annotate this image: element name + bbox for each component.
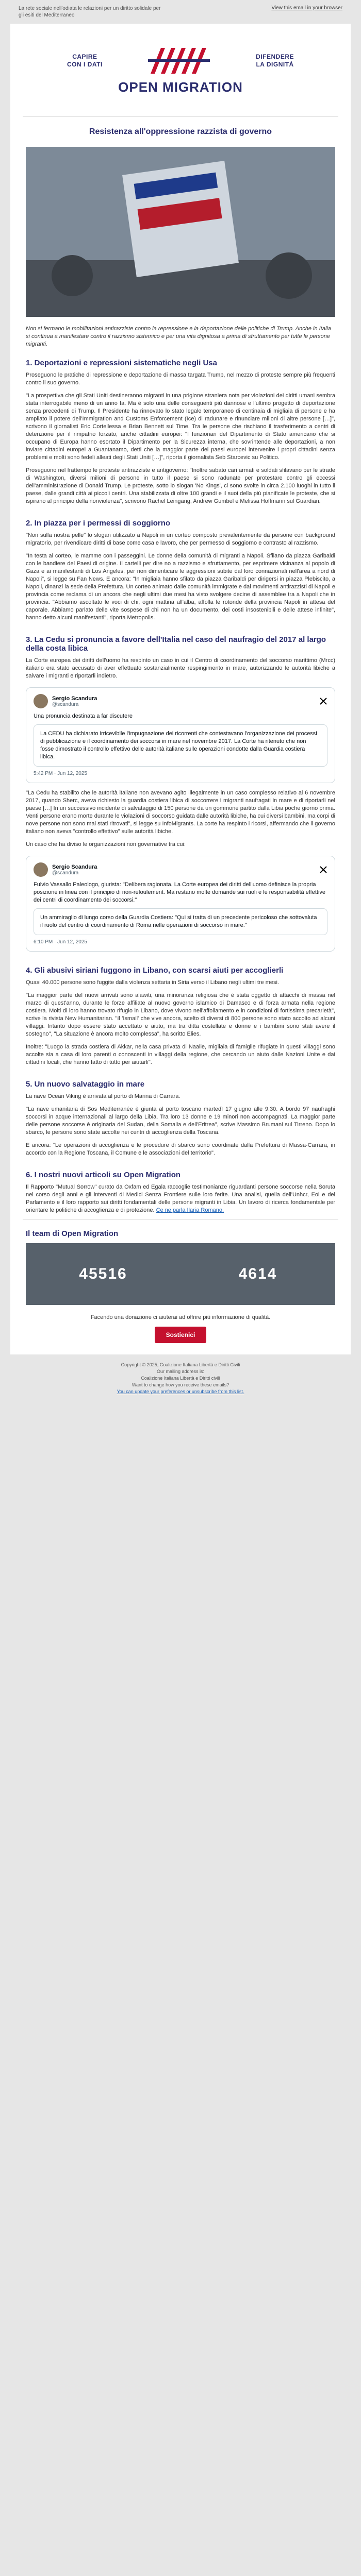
section-2-title: 2. In piazza per i permessi di soggiorno	[26, 519, 171, 528]
footer	[10, 1354, 351, 1405]
header	[10, 24, 351, 116]
email-container	[10, 0, 351, 1405]
email-card	[10, 24, 351, 1354]
footer-address-label: Our mailing address is:	[156, 1369, 205, 1374]
article-intro: Non si fermano le mobilitazioni antirazziste contro la repressione e la deportazione delle politiche di Trump. Anche in Italia si continua a manifestare contro il razzismo sistemico e per una vita dignitosa a prima di sfruttamento per tutte le persone migranti.	[26, 326, 331, 347]
tweet-quote-text: Un ammiraglio di lungo corso della Guardia Costiera: "Qui si tratta di un precedente pericoloso che sottovaluta il ruolo del centro di coordinamento di Roma nelle operazioni di soccorso in mare."	[40, 914, 317, 928]
tweet-quote	[34, 724, 327, 767]
embedded-tweet-2[interactable]	[26, 856, 335, 952]
team-stat-right	[180, 1243, 335, 1305]
support-block	[10, 1305, 351, 1354]
brand-name: OPEN MIGRATION	[118, 79, 243, 95]
section-5-paragraph-2: "La nave umanitaria di Sos Mediterranée è giunta al porto toscano martedì 17 giugno alle 9.30. A bordo 97 naufraghi soccorsi in acque internazionali al largo della Libia. Tra loro 13 donne e 19 minori non accompagnati. La maggior parte delle persone soccorse è originaria del Sudan, della Somalia e dell'Eritrea", scrive Massimo Brumani sul Tirreno. Dopo lo sbarco, le persone sono state accolte nei centri di accoglienza della Toscana.	[26, 1106, 335, 1136]
tweet-quote-text: La CEDU ha dichiarato irricevibile l'impugnazione dei ricorrenti che contestavano l'organizzazione dei processi di pubblicazione e il coordinamento dei soccorsi in mare nel novembre 2017. La Corte ha ritenuto che non fosse dimostrato il controllo effettivo delle autorità italiane sulle operazioni condotte dalla Guardia costiera libica.	[40, 731, 317, 760]
section-3-title: 3. La Cedu si pronuncia a favore dell'Italia nel caso del naufragio del 2017 al largo della costa libica	[26, 635, 326, 653]
team-number-left: 45516	[79, 1265, 127, 1282]
team-stat-left	[26, 1243, 180, 1305]
footer-address: Coalizione Italiana Libertà e Diritti civili	[141, 1376, 220, 1381]
tweet-text: Fulvio Vassallo Paleologo, giurista: "Delibera ragionata. La Corte europea dei diritti dell'uomo definisce la propria posizione in linea con il principio di non-refoulement. Ma restano molte domande sui ruoli e le responsabilità effettive dei centri di coordinamento dei soccorsi."	[34, 882, 326, 903]
team-number-right: 4614	[238, 1265, 277, 1282]
section-2-paragraph-2: "In testa al corteo, le mamme con i passeggini. Le donne della comunità di migranti a Napoli. Sfilano da piazza Garibaldi con le bandiere del Paesi di origine. Il cartelli per dire no a razzismo e sfruttamento, per esprimere vicinanza al popolo di Gaza e ai manifestanti di Los Angeles, per non dimenticare le aggressioni subite dal loro connazionali nell'area a nord di Napoli", si legge su Fan News. E ancora: "In migliaia hanno sfilato da piazza Garibaldi per dirigersi in piazza Plebiscito, a Napoli, dinanzi la sede della Prefettura. Un corteo animato dalle comunità immigrate e dai movimenti antirazzisti di Napoli e provincia come reclama di un ancora che negli ultimi due mesi ha visto svolgere decine di assemblee tra a Napoli che in provincia. "Abbiamo ascoltato le voci di chi, ogni mattina all'alba, affolla le rotonde della provincia Napoli in attesa del caporale. Abbiamo parlato delle vite sospese di chi non ha un documento, dei costi insostenibili e delle attese infinite", hanno detto alcuni manifestanti", riporta Metropolis.	[26, 553, 335, 621]
team-title: Il team di Open Migration	[26, 1229, 119, 1238]
section-2-paragraph-1: "Non sulla nostra pelle" lo slogan utilizzato a Napoli in un corteo composto prevalentemente da persone con background migratorio, per rivendicare diritti di base come casa e lavoro, che per permesso di soggiorno e contrasto al razzismo.	[26, 532, 335, 546]
footer-unsubscribe-link[interactable]: You can update your preferences or unsubscribe from this list.	[117, 1389, 244, 1394]
section-4-paragraph-3: Inoltre: "Luogo la strada costiera di Akkar, nella casa privata di Naalle, migliaia di famiglie rifugiate in questi villaggi sono accolte sia a casa di loro parenti o conoscenti in villaggi della regione, che cercando un aiuto dalle Nazioni Unite e dai cittadini locali, che hanno fatto di tutto per aiutarli".	[26, 1044, 335, 1065]
section-1-paragraph-2: "La prospettiva che gli Stati Uniti destineranno migranti in una prigione straniera nota per violazioni dei diritti umani sembra stata interrogabile meno di un anno fa. Ma è solo una delle conseguenti più dannose e l'ultimo progetto di deportazione senza precedenti di Trump. Il Presidente ha rinnovato lo stato legale temporaneo di centinaia di migliaia di persone e ha ampliato il potere dell'Immigration and Customs Enforcement (Ice) di radunare e rinunciare milioni di altre persone […]", scrivono il giornalisti Eric Cortellessa e Brian Bennett sul Time. Tra le persone che rischiano il trasferimento a centri di detenzione per il rimpatrio forzato, anche cittadini europei: "I funzionari del Dipartimento di Stato americano che si occupano di Europa hanno esortato il Dipartimento per la Sicurezza interna, che sovrintende alle deportazioni, a non inviare cittadini europei a Guantanamo, detti che la maggior parte dei paesi europei intervenire i propri cittadini senza problemi e molti sono fedeli alleati degli Stati Uniti […]", riporta il giornalista Seb Starcevic su Politico.	[26, 393, 335, 461]
section-5-title: 5. Un nuovo salvataggio in mare	[26, 1080, 145, 1089]
support-text: Facendo una donazione ci aiuterai ad offrire più informazione di qualità.	[90, 1314, 271, 1320]
avatar	[34, 862, 48, 877]
team-banner	[26, 1243, 335, 1305]
view-in-browser-link[interactable]: View this email in your browser	[271, 5, 342, 11]
section-6-text: Il Rapporto "Mutual Sorrow" curato da Oxfam ed Egala raccoglie testimonianze riguardanti persone soccorse nella Soruta nel corso degli anni e gli interventi di Medici Senza Frontiere sulle loro ferite. Una analisi, quella dell'Unhcr, Eoi e del Parlamento e il loro rapporto sui diritti fondamentali delle persone migranti in Libia. Un lavoro di ricerca fondamentale per orientare le politiche di accoglienza e di protezione.	[26, 1184, 335, 1213]
logo-icon	[145, 45, 212, 76]
tweet-quote	[34, 908, 327, 935]
tweet-text: Una pronuncia destinata a far discutere	[34, 713, 133, 719]
embedded-tweet-1[interactable]	[26, 687, 335, 783]
tweet-user	[34, 694, 97, 708]
tagline-left: CAPIRE CON I DATI	[67, 53, 103, 68]
section-3-paragraph-3: Un caso che ha diviso le organizzazioni non governative tra cui:	[26, 841, 186, 848]
tweet-author-name: Sergio Scandura	[52, 863, 97, 870]
x-logo-icon	[319, 866, 327, 874]
tweet-date[interactable]: 6:10 PM · Jun 12, 2025	[34, 939, 87, 945]
tweet-author-name: Sergio Scandura	[52, 695, 97, 702]
footer-copyright: Copyright © 2025, Coalizione Italiana Libertà e Diritti Civili	[121, 1362, 240, 1367]
protest-photo	[26, 147, 335, 317]
tweet-header	[34, 694, 327, 708]
section-1-paragraph-3: Proseguono nel frattempo le proteste antirazziste e antigoverno: "Inoltre sabato cari armati e soldati sfilavano per le strade di Washington, diversi milioni di persone in tutto il paese si sono radunate per protestare contro gli eccessi dell'amministrazione di Donald Trump. Le proteste, sotto lo slogan 'No Kings', ci sono svolte in circa 2.100 luoghi in tutto il paese, dalle grandi città ai piccoli centri. Una stabilizzata di oltre 100 grandi e il suoi della più pianificate le proteste, che si ispirano al principio della nonviolenza", scrivono Rachel Leingang, Andrew Gumbel e Melissa Hoffmann sul Guardian.	[26, 467, 335, 504]
tweet-user	[34, 862, 97, 877]
section-5-paragraph-3: E ancora: "Le operazioni di accoglienza e le procedure di sbarco sono coordinate dalla Prefettura di Massa-Carrara, in accordo con la Regione Toscana, il Comune e le associazioni del territorio".	[26, 1142, 335, 1156]
article-title: Resistenza all'oppressione razzista di governo	[89, 127, 272, 136]
tweet-date[interactable]: 5:42 PM · Jun 12, 2025	[34, 771, 87, 776]
section-6-paragraph-1	[10, 1183, 351, 1219]
section-1-paragraph-1: Proseguono le pratiche di repressione e deportazione di massa targata Trump, nel mezzo di proteste sempre più frequenti contro il suo governo.	[26, 372, 335, 386]
section-3-paragraph-2: "La Cedu ha stabilito che le autorità italiane non avevano agito illegalmente in un caso complesso relativo al 6 novembre 2017, quando Sherc, aveva richiesto la guardia costiera libica di soccorrere i migranti naufragati in mare e di riportarli nel paese […] In un successivo incidente di salvataggio di 150 persone da un gommone partito dalla Libia poche giorno prima. Venti persone erano morte durante le violazioni di soccorso guidata dalle autorità libiche, ha cui diversi bambini, ma corpi di nove persone non sono mai stati ritrovati", si legge su InfoMigrants. La corte ha respinto i ricorsi, affermando che il governo italiano non aveva "controllo effettivo" sulle autorità libiche.	[26, 790, 335, 835]
tagline-right: DIFENDERE LA DIGNITÀ	[256, 53, 294, 68]
section-1-title: 1. Deportazioni e repressioni sistematiche negli Usa	[26, 359, 217, 367]
avatar	[34, 694, 48, 708]
section-4-title: 4. Gli abusivi siriani fuggono in Libano, con scarsi aiuti per accoglierli	[26, 966, 284, 975]
section-4-paragraph-2: "La maggior parte del nuovi arrivati sono alawiti, una minoranza religiosa che è stata oggetto di attacchi di massa nel marzo di quest'anno, durante le forze affiliate al nuovo governo islamico di Damasco e di forza armata nella regione costiera. Molti di loro hanno trovato rifugio in Libano, dove vivono nell'affollamento e in condizioni di fortissima precarietà", scrive la rivista New Humanitarian. "Il 'Ismail' che vive ancora, scelto di diversi di 800 persone sono stato accolto ad alcuni villaggi. Intanto dopo essere stato accettato e aiuto, ma tra ditta costellate e donne e i bambini sono stati avere il sostegno", "La situazione è ancora molto complessa", ha scritto Elies.	[26, 992, 335, 1037]
footer-preferences-prompt: Want to change how you receive these emails?	[132, 1382, 229, 1387]
section-4-paragraph-1: Quasi 40.000 persone sono fuggite dalla violenza settaria in Siria verso il Libano negli ultimi tre mesi.	[26, 979, 279, 986]
protest-photo-art	[26, 147, 335, 317]
section-3-paragraph-1: La Corte europea dei diritti dell'uomo ha respinto un caso in cui il Centro di coordinamento del soccorso marittimo (Mrcc) italiano era stato accusato di aver effettuato sostanzialmente respingimento in mare, autorizzando le autorità libiche a salvare i migranti e riportarli indietro.	[26, 657, 335, 679]
preheader	[10, 0, 351, 24]
preheader-text: La rete sociale nell'odiata le relazioni per un diritto solidale per gli esiti del Mediterraneo	[19, 6, 161, 18]
tweet-author-handle: @scandura	[52, 870, 79, 876]
tweet-author-handle: @scandura	[52, 701, 79, 707]
section-6-title: 6. I nostri nuovi articoli su Open Migration	[26, 1171, 181, 1179]
section-5-paragraph-1: La nave Ocean Viking è arrivata al porto di Marina di Carrara.	[26, 1093, 180, 1099]
x-logo-icon	[319, 697, 327, 705]
donate-button[interactable]: Sostienici	[155, 1327, 207, 1343]
section-6-link[interactable]: Ce ne parla Ilaria Romano.	[156, 1207, 224, 1213]
header-taglines	[10, 45, 351, 76]
tweet-header	[34, 862, 327, 877]
